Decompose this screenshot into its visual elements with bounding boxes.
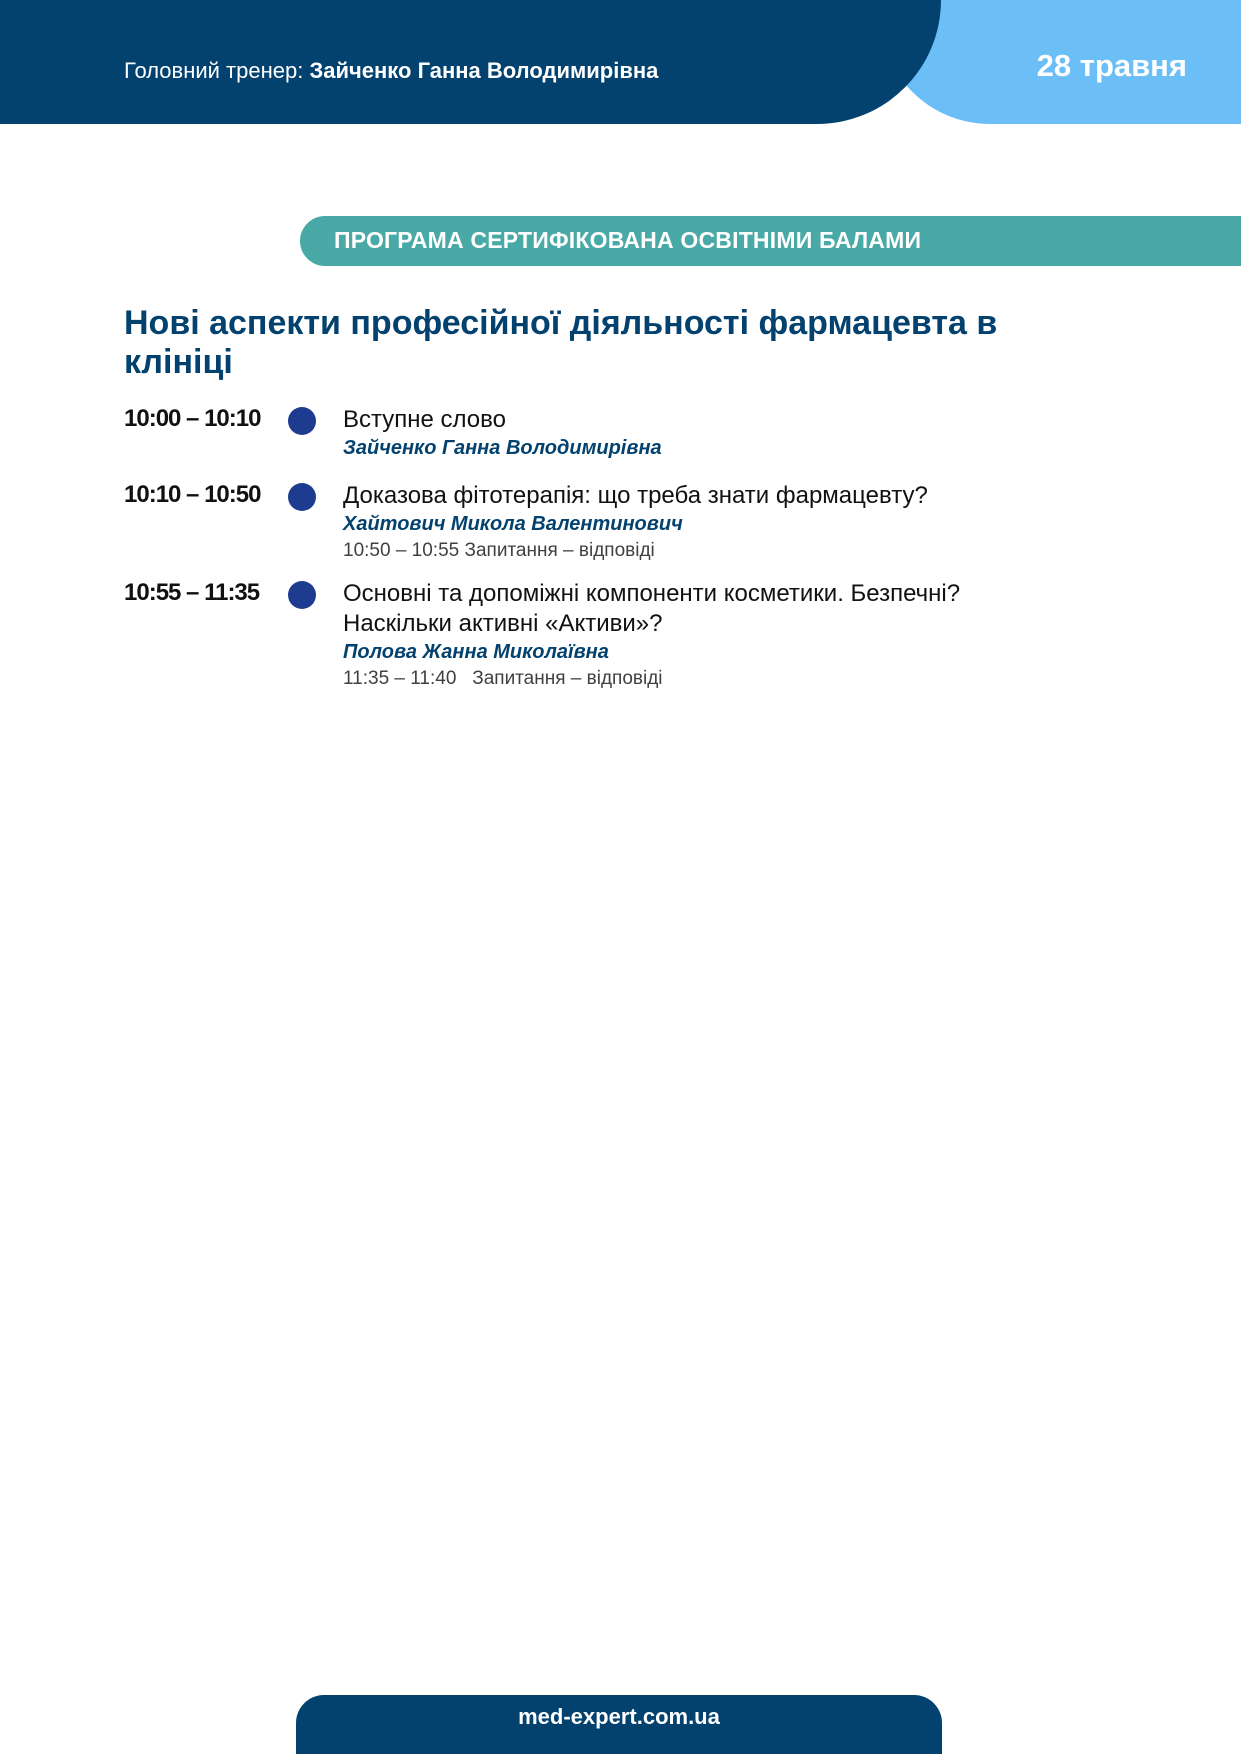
certification-banner-text: ПРОГРАМА СЕРТИФІКОВАНА ОСВІТНІМИ БАЛАМИ — [334, 227, 922, 253]
session-time: 10:55 – 11:35 — [124, 579, 260, 606]
session-topic: Доказова фітотерапія: що треба знати фармацевту? — [343, 482, 928, 509]
session-speaker: Зайченко Ганна Володимирівна — [343, 437, 662, 459]
head-trainer-name: Зайченко Ганна Володимирівна — [309, 58, 659, 83]
session-qa: 11:35 – 11:40 Запитання – відповіді — [343, 668, 663, 689]
bullet-dot-icon — [288, 581, 316, 609]
session-details — [343, 405, 1063, 462]
session-time: 10:00 – 10:10 — [124, 405, 261, 432]
event-date: 28 травня — [1036, 48, 1187, 83]
session-details — [343, 579, 1063, 692]
head-trainer — [124, 58, 658, 84]
session-qa: 10:50 – 10:55 Запитання – відповіді — [343, 540, 655, 561]
session-details — [343, 481, 1063, 564]
certification-banner — [300, 216, 1241, 266]
session-speaker: Полова Жанна Миколаївна — [343, 641, 609, 663]
session-speaker: Хайтович Микола Валентинович — [343, 513, 683, 535]
head-trainer-label: Головний тренер: — [124, 58, 304, 83]
session-topic: Вступне слово — [343, 406, 506, 433]
bullet-dot-icon — [288, 483, 316, 511]
bullet-dot-icon — [288, 407, 316, 435]
session-time: 10:10 – 10:50 — [124, 481, 261, 508]
footer-website-link[interactable]: med-expert.com.ua — [518, 1704, 720, 1729]
session-topic: Основні та допоміжні компоненти косметики. Безпечні? Наскільки активні «Активи»? — [343, 580, 961, 637]
program-title: Нові аспекти професійної діяльності фармацевта в клініці — [124, 304, 998, 381]
footer-bar — [296, 1695, 942, 1754]
